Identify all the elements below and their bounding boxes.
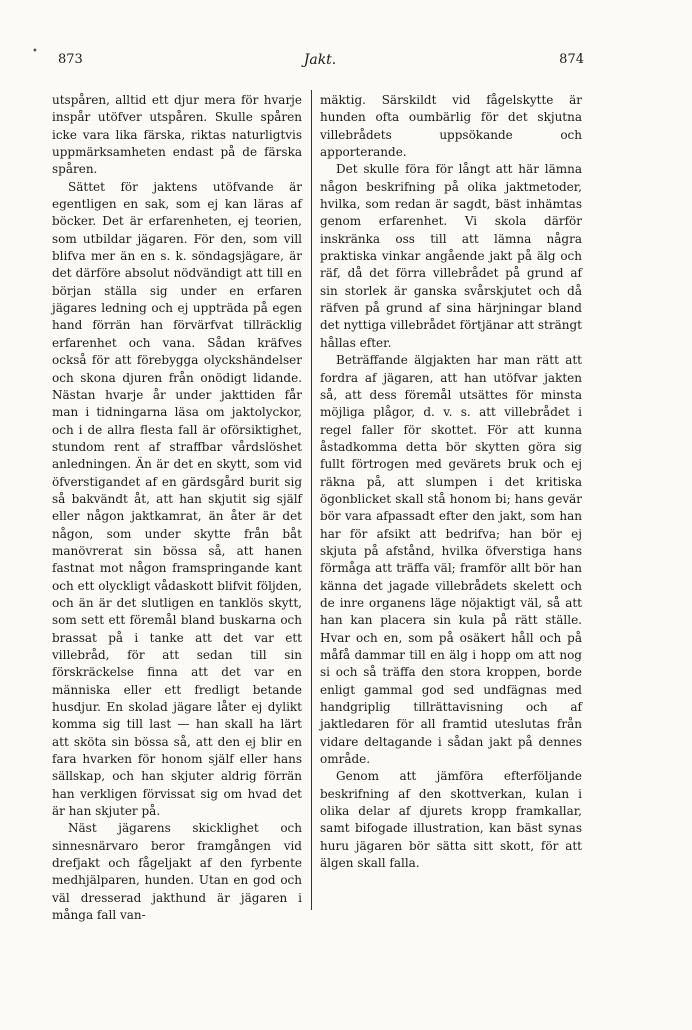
page-header bbox=[58, 52, 582, 74]
paragraph: Beträffande älgjakten har man rätt att fordra af jägaren, att han utöfvar jakten så, att dess föremål utsättes för minsta möjliga plågor, d. v. s. att villebrådet i regel faller för skottet. För att kunna åstadkomma detta bör skytten göra sig fullt förtrogen med gevärets bruk och ej räkna på, att slumpen i det kritiska ögonblicket skall stå honom bi; hans gevär bör vara afpassadt efter den jakt, som han har för afsikt att bedrifva; han bör ej skjuta på afstånd, hvilka öfverstiga hans förmåga att träffa väl; framför allt bör han känna det jagade villebrådets skelett och de inre organens läge nöjaktigt väl, så att han kan placera sin kula på rätt ställe. Hvar och en, som på osäkert håll och på måfå dammar till en älg i hopp om att nog si och så träffa den stora kroppen, borde enligt gammal god sed undfägnas med handgriplig tillrättavisning och af jaktledaren för all framtid uteslutas från vidare deltagande i sådan jakt på dennes område. bbox=[320, 353, 582, 767]
margin-dot: • bbox=[32, 46, 38, 57]
paragraph: Det skulle föra för långt att här lämna någon beskrifning på olika jaktmetoder, hvilka, som redan är sagdt, bäst inhämtas genom erfarenhet. Vi skola därför inskränka oss till att lämna några praktiska vinkar angående jakt på älg och räf, då det förra villebrådet på grund af sin storlek är ganska svårskjutet och då räfven på grund af sina härjningar bland det nyttiga villebrådet förtjänar att strängt hållas efter. bbox=[320, 162, 582, 350]
page-number-left: 873 bbox=[58, 52, 83, 67]
page-number-right: 874 bbox=[559, 52, 584, 67]
right-column bbox=[320, 92, 582, 872]
paragraph: utspåren, alltid ett djur mera för hvarje inspår utöfver utspåren. Skulle spåren icke vara lika färska, riktas naturligtvis uppmärksamheten endast på de färska spåren. bbox=[52, 93, 302, 177]
running-title: Jakt. bbox=[303, 52, 337, 68]
left-column bbox=[52, 92, 302, 925]
paragraph: Genom att jämföra efterföljande beskrifning af den skottverkan, kulan i olika delar af djurets kropp framkallar, samt bifogade illustration, kan bäst synas huru jägaren bör sätta sitt skott, för att älgen skall falla. bbox=[320, 769, 582, 871]
paragraph: Sättet för jaktens utöfvande är egentligen en sak, som ej kan läras af böcker. Det är erfarenheten, ej teorien, som utbildar jägaren. För den, som vill blifva mer än en s. k. söndagsjägare, är det därföre absolut nödvändigt att till en början ställa sig under en erfaren jägares ledning och ej uppträda på egen hand förrän han förvärfvat tillräcklig erfarenhet och vana. Sådan kräfves också för att förebygga olyckshändelser och skona djuren från onödigt lidande. Nästan hvarje år under jakttiden får man i tidningarna läsa om jaktolyckor, och i de allra flesta fall är oförsiktighet, stundom rent af straffbar vårdslöshet anledningen. Än är det en skytt, som vid öfverstigandet af en gärdsgård burit sig så bakvändt åt, att han skjutit sig själf eller någon jaktkamrat, än åter är det någon, som under skytte från båt manövrerat sin bössa så, att hanen fastnat mot någon framspringande kant och ett olyckligt vådaskott blifvit följden, och än är det slutligen en tanklös skytt, som sett ett föremål bland buskarna och brassat på i tanke att det var ett villebråd, för att sedan till sin förskräckelse finna att det var en människa eller ett fredligt betande husdjur. En skolad jägare låter ej dylikt komma sig till last — han skall ha lärt att sköta sin bössa så, att den ej blir en fara hvarken för honom själf eller hans sällskap, och han skjuter aldrig förrän han verkligen förvissat sig om hvad det är han skjuter på. bbox=[52, 179, 302, 819]
paragraph: Näst jägarens skicklighet och sinnesnärvaro beror framgången vid drefjakt och fågeljakt af den fyrbente medhjälparen, hunden. Utan en god och väl dresserad jakthund är jägaren i många fall van- bbox=[52, 821, 302, 923]
paragraph: mäktig. Särskildt vid fågelskytte är hunden ofta oumbärlig för det skjutna villebrådets uppsökande och apporterande. bbox=[320, 93, 582, 160]
column-divider bbox=[311, 90, 312, 910]
